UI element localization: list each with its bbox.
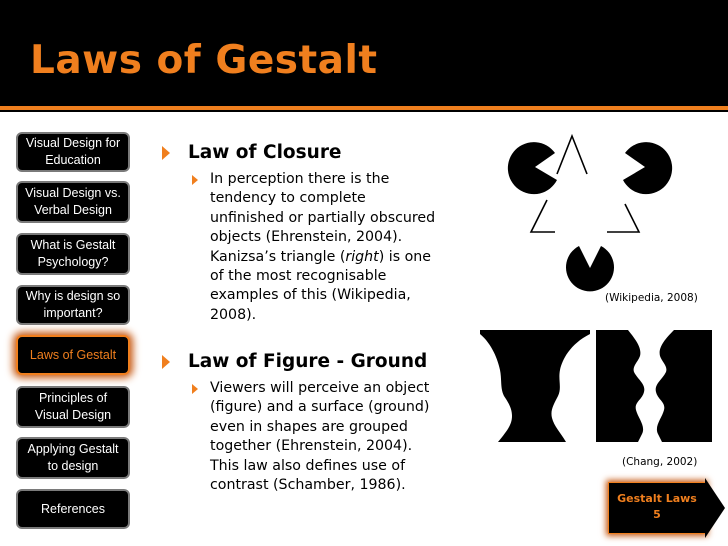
pacman-top-right	[623, 142, 672, 194]
sub-bullet-arrow-icon	[192, 384, 198, 394]
slide-number-badge	[608, 482, 722, 538]
body-line: objects (Ehrenstein, 2004).	[210, 229, 403, 246]
body-line: together (Ehrenstein, 2004).	[210, 438, 413, 455]
badge-number: 5	[653, 508, 661, 521]
pacman-top-left	[508, 142, 557, 194]
body-line: of the most recognisable	[210, 268, 387, 285]
rubin-vase-illustration	[478, 330, 714, 442]
nav-button-what-is-gestalt[interactable]	[16, 233, 130, 275]
nav-label: References	[41, 501, 105, 516]
nav-button-laws-of-gestalt[interactable]	[16, 335, 130, 375]
figure-ground-body	[210, 379, 460, 495]
badge-box	[608, 482, 706, 534]
nav-button-why-design-important[interactable]	[16, 285, 130, 325]
body-line: This law also defines use of	[210, 457, 406, 474]
bullet-arrow-icon	[162, 146, 170, 160]
nav-label: Visual Design vs. Verbal Design	[25, 186, 121, 217]
body-line: tendency to complete	[210, 190, 366, 207]
nav-label: What is Gestalt Psychology?	[30, 238, 116, 269]
body-line: 2008).	[210, 306, 257, 323]
nav-label: Principles of Visual Design	[34, 391, 112, 422]
body-line: Viewers will perceive an object	[210, 380, 430, 396]
pacman-bottom	[566, 246, 614, 291]
closure-heading-text: Law of Closure	[188, 142, 342, 163]
badge-title: Gestalt Laws	[617, 492, 697, 505]
vase-shape	[480, 330, 590, 442]
nav-label: Visual Design for Education	[25, 136, 121, 167]
closure-heading	[188, 142, 341, 163]
sub-bullet-arrow-icon	[192, 175, 198, 185]
body-line: (figure) and a surface (ground)	[210, 399, 430, 416]
figure-ground-heading	[188, 351, 427, 372]
nav-button-principles-of-visual-design[interactable]	[16, 386, 130, 428]
badge-arrow-icon	[705, 478, 725, 538]
nav-label: Why is design so important?	[25, 289, 121, 320]
nav-button-visual-design-for-education[interactable]	[16, 132, 130, 172]
triangle-corner-top	[557, 136, 587, 174]
triangle-corner-right	[607, 204, 639, 232]
slide-header	[0, 0, 728, 112]
body-line: Kanizsa’s triangle (right) is one	[210, 248, 432, 265]
nav-button-applying-gestalt[interactable]	[16, 437, 130, 479]
nav-label: Laws of Gestalt	[29, 347, 117, 362]
figure-ground-heading-text: Law of Figure - Ground	[188, 351, 428, 372]
body-line: In perception there is the	[210, 171, 390, 187]
closure-body	[210, 170, 460, 325]
body-line: examples of this (Wikipedia,	[210, 287, 411, 304]
nav-label: Applying Gestalt to design	[27, 442, 119, 473]
header-divider	[0, 106, 728, 110]
body-line: even in shapes are grouped	[210, 418, 408, 435]
vase-caption: (Chang, 2002)	[622, 456, 698, 468]
slide-title: Laws of Gestalt	[30, 38, 378, 83]
nav-button-visual-vs-verbal-design[interactable]	[16, 181, 130, 223]
bullet-arrow-icon	[162, 355, 170, 369]
body-line: contrast (Schamber, 1986).	[210, 477, 406, 494]
body-line: unfinished or partially obscured	[210, 209, 436, 226]
kanizsa-triangle-illustration	[495, 122, 685, 292]
nav-button-references[interactable]	[16, 489, 130, 529]
triangle-corner-left	[531, 200, 555, 232]
kanizsa-caption: (Wikipedia, 2008)	[605, 292, 698, 304]
